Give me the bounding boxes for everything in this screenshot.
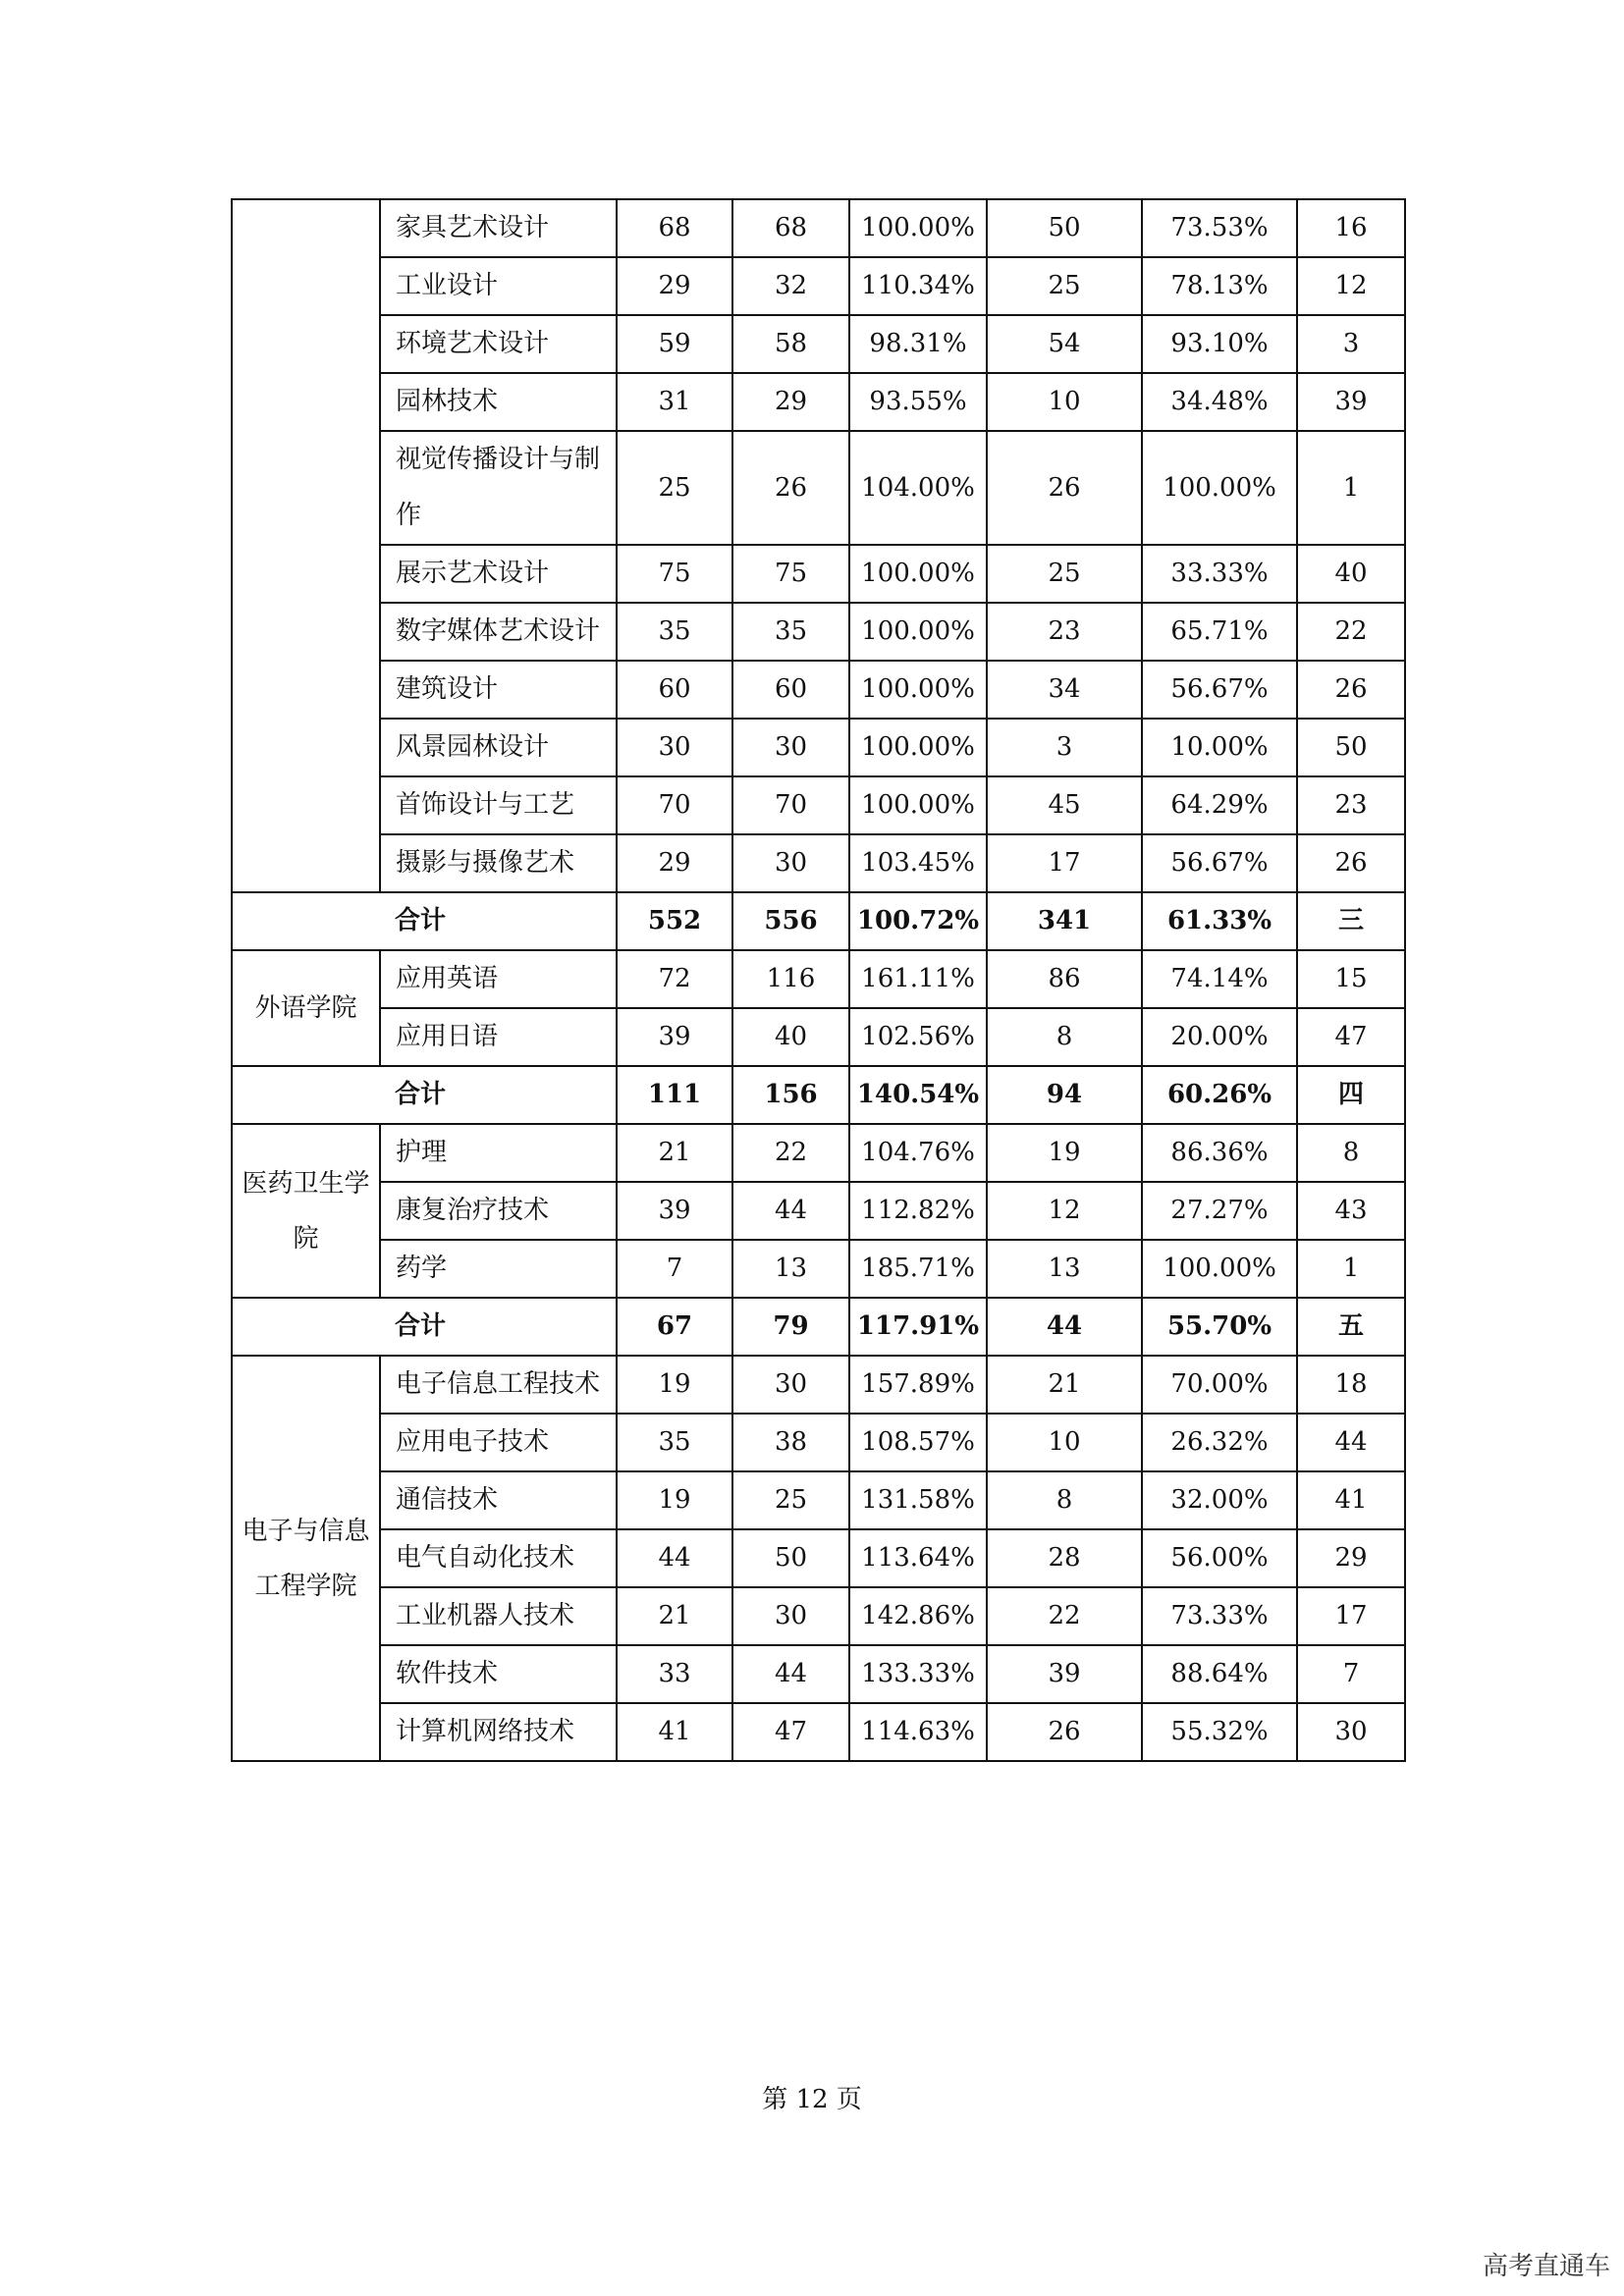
value-cell-c3: 100.00% [849, 199, 987, 257]
value-cell-c6: 26 [1297, 661, 1405, 719]
value-cell-c6: 23 [1297, 776, 1405, 834]
value-cell-c3: 142.86% [849, 1587, 987, 1645]
value-cell-c6: 18 [1297, 1356, 1405, 1414]
value-cell-c3: 133.33% [849, 1645, 987, 1703]
value-cell-c5: 33.33% [1142, 545, 1297, 603]
value-cell-c4: 45 [987, 776, 1142, 834]
college-cell: 医药卫生学院 [232, 1124, 380, 1298]
major-cell: 环境艺术设计 [380, 315, 617, 373]
value-cell-c4: 86 [987, 950, 1142, 1008]
value-cell-c3: 100.00% [849, 719, 987, 776]
value-cell-c1: 31 [617, 373, 732, 431]
total-label: 合计 [232, 1298, 617, 1356]
value-cell-c4: 12 [987, 1182, 1142, 1240]
value-cell-c4: 34 [987, 661, 1142, 719]
value-cell-c3: 100.00% [849, 776, 987, 834]
value-cell-c1: 70 [617, 776, 732, 834]
total-value-c6: 四 [1297, 1066, 1405, 1124]
value-cell-c1: 35 [617, 1414, 732, 1471]
total-value-c2: 79 [732, 1298, 849, 1356]
table-row [232, 834, 1405, 892]
value-cell-c3: 102.56% [849, 1008, 987, 1066]
value-cell-c1: 44 [617, 1529, 732, 1587]
value-cell-c5: 100.00% [1142, 431, 1297, 545]
value-cell-c6: 22 [1297, 603, 1405, 661]
value-cell-c3: 104.00% [849, 431, 987, 545]
value-cell-c4: 25 [987, 257, 1142, 315]
value-cell-c6: 30 [1297, 1703, 1405, 1761]
value-cell-c3: 108.57% [849, 1414, 987, 1471]
total-label: 合计 [232, 1066, 617, 1124]
college-cell: 电子与信息工程学院 [232, 1356, 380, 1761]
total-row [232, 892, 1405, 950]
total-value-c2: 556 [732, 892, 849, 950]
value-cell-c6: 1 [1297, 431, 1405, 545]
major-cell: 园林技术 [380, 373, 617, 431]
major-cell: 工业设计 [380, 257, 617, 315]
value-cell-c6: 1 [1297, 1240, 1405, 1298]
value-cell-c2: 30 [732, 1587, 849, 1645]
total-value-c4: 341 [987, 892, 1142, 950]
value-cell-c2: 22 [732, 1124, 849, 1182]
table-row [232, 1182, 1405, 1240]
major-cell: 视觉传播设计与制作 [380, 431, 617, 545]
major-cell: 摄影与摄像艺术 [380, 834, 617, 892]
value-cell-c5: 32.00% [1142, 1471, 1297, 1529]
value-cell-c4: 10 [987, 1414, 1142, 1471]
value-cell-c5: 26.32% [1142, 1414, 1297, 1471]
total-value-c3: 117.91% [849, 1298, 987, 1356]
value-cell-c2: 25 [732, 1471, 849, 1529]
major-cell: 工业机器人技术 [380, 1587, 617, 1645]
value-cell-c6: 16 [1297, 199, 1405, 257]
table-row [232, 1414, 1405, 1471]
value-cell-c5: 10.00% [1142, 719, 1297, 776]
value-cell-c1: 33 [617, 1645, 732, 1703]
major-cell: 护理 [380, 1124, 617, 1182]
value-cell-c4: 21 [987, 1356, 1142, 1414]
value-cell-c5: 73.33% [1142, 1587, 1297, 1645]
value-cell-c5: 20.00% [1142, 1008, 1297, 1066]
value-cell-c1: 60 [617, 661, 732, 719]
value-cell-c5: 56.00% [1142, 1529, 1297, 1587]
enrollment-table [231, 198, 1406, 1762]
total-value-c3: 100.72% [849, 892, 987, 950]
value-cell-c4: 3 [987, 719, 1142, 776]
value-cell-c6: 17 [1297, 1587, 1405, 1645]
value-cell-c1: 59 [617, 315, 732, 373]
value-cell-c4: 39 [987, 1645, 1142, 1703]
value-cell-c5: 93.10% [1142, 315, 1297, 373]
value-cell-c4: 17 [987, 834, 1142, 892]
total-value-c3: 140.54% [849, 1066, 987, 1124]
table-row [232, 950, 1405, 1008]
value-cell-c3: 98.31% [849, 315, 987, 373]
value-cell-c5: 100.00% [1142, 1240, 1297, 1298]
table-row [232, 719, 1405, 776]
major-cell: 药学 [380, 1240, 617, 1298]
total-value-c5: 55.70% [1142, 1298, 1297, 1356]
major-cell: 展示艺术设计 [380, 545, 617, 603]
value-cell-c3: 100.00% [849, 545, 987, 603]
value-cell-c1: 75 [617, 545, 732, 603]
table-row [232, 1529, 1405, 1587]
value-cell-c4: 8 [987, 1008, 1142, 1066]
value-cell-c5: 86.36% [1142, 1124, 1297, 1182]
value-cell-c2: 38 [732, 1414, 849, 1471]
value-cell-c4: 19 [987, 1124, 1142, 1182]
value-cell-c5: 65.71% [1142, 603, 1297, 661]
value-cell-c3: 131.58% [849, 1471, 987, 1529]
table-row [232, 315, 1405, 373]
value-cell-c3: 103.45% [849, 834, 987, 892]
major-cell: 应用日语 [380, 1008, 617, 1066]
major-cell: 数字媒体艺术设计 [380, 603, 617, 661]
value-cell-c2: 30 [732, 719, 849, 776]
major-cell: 软件技术 [380, 1645, 617, 1703]
value-cell-c6: 26 [1297, 834, 1405, 892]
value-cell-c3: 104.76% [849, 1124, 987, 1182]
value-cell-c3: 100.00% [849, 603, 987, 661]
value-cell-c2: 30 [732, 1356, 849, 1414]
major-cell: 康复治疗技术 [380, 1182, 617, 1240]
value-cell-c6: 47 [1297, 1008, 1405, 1066]
value-cell-c6: 12 [1297, 257, 1405, 315]
college-cell [232, 199, 380, 892]
value-cell-c1: 39 [617, 1008, 732, 1066]
value-cell-c2: 29 [732, 373, 849, 431]
value-cell-c2: 70 [732, 776, 849, 834]
value-cell-c5: 74.14% [1142, 950, 1297, 1008]
table-row [232, 1008, 1405, 1066]
value-cell-c1: 19 [617, 1471, 732, 1529]
table-row [232, 1645, 1405, 1703]
value-cell-c6: 44 [1297, 1414, 1405, 1471]
major-cell: 首饰设计与工艺 [380, 776, 617, 834]
value-cell-c6: 41 [1297, 1471, 1405, 1529]
total-value-c1: 552 [617, 892, 732, 950]
table-row [232, 1471, 1405, 1529]
value-cell-c3: 113.64% [849, 1529, 987, 1587]
major-cell: 电子信息工程技术 [380, 1356, 617, 1414]
value-cell-c4: 26 [987, 431, 1142, 545]
table-row [232, 661, 1405, 719]
total-value-c1: 67 [617, 1298, 732, 1356]
value-cell-c4: 23 [987, 603, 1142, 661]
value-cell-c4: 13 [987, 1240, 1142, 1298]
value-cell-c2: 116 [732, 950, 849, 1008]
value-cell-c1: 21 [617, 1587, 732, 1645]
value-cell-c6: 50 [1297, 719, 1405, 776]
major-cell: 家具艺术设计 [380, 199, 617, 257]
value-cell-c5: 78.13% [1142, 257, 1297, 315]
value-cell-c3: 93.55% [849, 373, 987, 431]
value-cell-c4: 50 [987, 199, 1142, 257]
value-cell-c2: 30 [732, 834, 849, 892]
value-cell-c4: 26 [987, 1703, 1142, 1761]
value-cell-c2: 26 [732, 431, 849, 545]
total-value-c1: 111 [617, 1066, 732, 1124]
value-cell-c2: 50 [732, 1529, 849, 1587]
table-row [232, 1356, 1405, 1414]
value-cell-c6: 8 [1297, 1124, 1405, 1182]
table-row [232, 1124, 1405, 1182]
table-row [232, 776, 1405, 834]
value-cell-c5: 34.48% [1142, 373, 1297, 431]
value-cell-c1: 25 [617, 431, 732, 545]
table-row [232, 545, 1405, 603]
major-cell: 建筑设计 [380, 661, 617, 719]
value-cell-c6: 43 [1297, 1182, 1405, 1240]
major-cell: 计算机网络技术 [380, 1703, 617, 1761]
value-cell-c3: 114.63% [849, 1703, 987, 1761]
value-cell-c5: 64.29% [1142, 776, 1297, 834]
value-cell-c6: 15 [1297, 950, 1405, 1008]
major-cell: 应用电子技术 [380, 1414, 617, 1471]
value-cell-c2: 47 [732, 1703, 849, 1761]
value-cell-c6: 3 [1297, 315, 1405, 373]
value-cell-c3: 161.11% [849, 950, 987, 1008]
major-cell: 通信技术 [380, 1471, 617, 1529]
table-row [232, 603, 1405, 661]
value-cell-c5: 27.27% [1142, 1182, 1297, 1240]
value-cell-c1: 41 [617, 1703, 732, 1761]
total-row [232, 1298, 1405, 1356]
value-cell-c2: 44 [732, 1645, 849, 1703]
total-value-c4: 94 [987, 1066, 1142, 1124]
college-cell: 外语学院 [232, 950, 380, 1066]
value-cell-c1: 39 [617, 1182, 732, 1240]
value-cell-c1: 30 [617, 719, 732, 776]
value-cell-c5: 88.64% [1142, 1645, 1297, 1703]
value-cell-c5: 70.00% [1142, 1356, 1297, 1414]
value-cell-c1: 72 [617, 950, 732, 1008]
value-cell-c4: 25 [987, 545, 1142, 603]
major-cell: 风景园林设计 [380, 719, 617, 776]
value-cell-c2: 44 [732, 1182, 849, 1240]
table-row [232, 1703, 1405, 1761]
table-row [232, 257, 1405, 315]
total-value-c6: 五 [1297, 1298, 1405, 1356]
total-label: 合计 [232, 892, 617, 950]
value-cell-c5: 73.53% [1142, 199, 1297, 257]
value-cell-c6: 39 [1297, 373, 1405, 431]
total-value-c5: 60.26% [1142, 1066, 1297, 1124]
value-cell-c1: 29 [617, 257, 732, 315]
value-cell-c1: 21 [617, 1124, 732, 1182]
watermark: 高考直通车 [1482, 2252, 1610, 2281]
value-cell-c3: 157.89% [849, 1356, 987, 1414]
table-row [232, 373, 1405, 431]
page-number: 第 12 页 [762, 2085, 862, 2114]
table-row [232, 1587, 1405, 1645]
value-cell-c4: 10 [987, 373, 1142, 431]
value-cell-c2: 32 [732, 257, 849, 315]
value-cell-c2: 35 [732, 603, 849, 661]
major-cell: 应用英语 [380, 950, 617, 1008]
value-cell-c1: 19 [617, 1356, 732, 1414]
table-row [232, 431, 1405, 545]
value-cell-c4: 28 [987, 1529, 1142, 1587]
total-value-c4: 44 [987, 1298, 1142, 1356]
value-cell-c5: 56.67% [1142, 661, 1297, 719]
value-cell-c4: 54 [987, 315, 1142, 373]
value-cell-c2: 13 [732, 1240, 849, 1298]
total-value-c5: 61.33% [1142, 892, 1297, 950]
major-cell: 电气自动化技术 [380, 1529, 617, 1587]
total-row [232, 1066, 1405, 1124]
total-value-c6: 三 [1297, 892, 1405, 950]
value-cell-c5: 56.67% [1142, 834, 1297, 892]
value-cell-c3: 185.71% [849, 1240, 987, 1298]
value-cell-c4: 22 [987, 1587, 1142, 1645]
value-cell-c3: 110.34% [849, 257, 987, 315]
value-cell-c1: 29 [617, 834, 732, 892]
value-cell-c6: 40 [1297, 545, 1405, 603]
value-cell-c2: 60 [732, 661, 849, 719]
value-cell-c3: 112.82% [849, 1182, 987, 1240]
value-cell-c4: 8 [987, 1471, 1142, 1529]
value-cell-c2: 58 [732, 315, 849, 373]
value-cell-c2: 75 [732, 545, 849, 603]
value-cell-c1: 35 [617, 603, 732, 661]
value-cell-c3: 100.00% [849, 661, 987, 719]
value-cell-c2: 40 [732, 1008, 849, 1066]
value-cell-c5: 55.32% [1142, 1703, 1297, 1761]
value-cell-c2: 68 [732, 199, 849, 257]
value-cell-c1: 68 [617, 199, 732, 257]
total-value-c2: 156 [732, 1066, 849, 1124]
table-row [232, 199, 1405, 257]
value-cell-c1: 7 [617, 1240, 732, 1298]
table-row [232, 1240, 1405, 1298]
value-cell-c6: 7 [1297, 1645, 1405, 1703]
value-cell-c6: 29 [1297, 1529, 1405, 1587]
